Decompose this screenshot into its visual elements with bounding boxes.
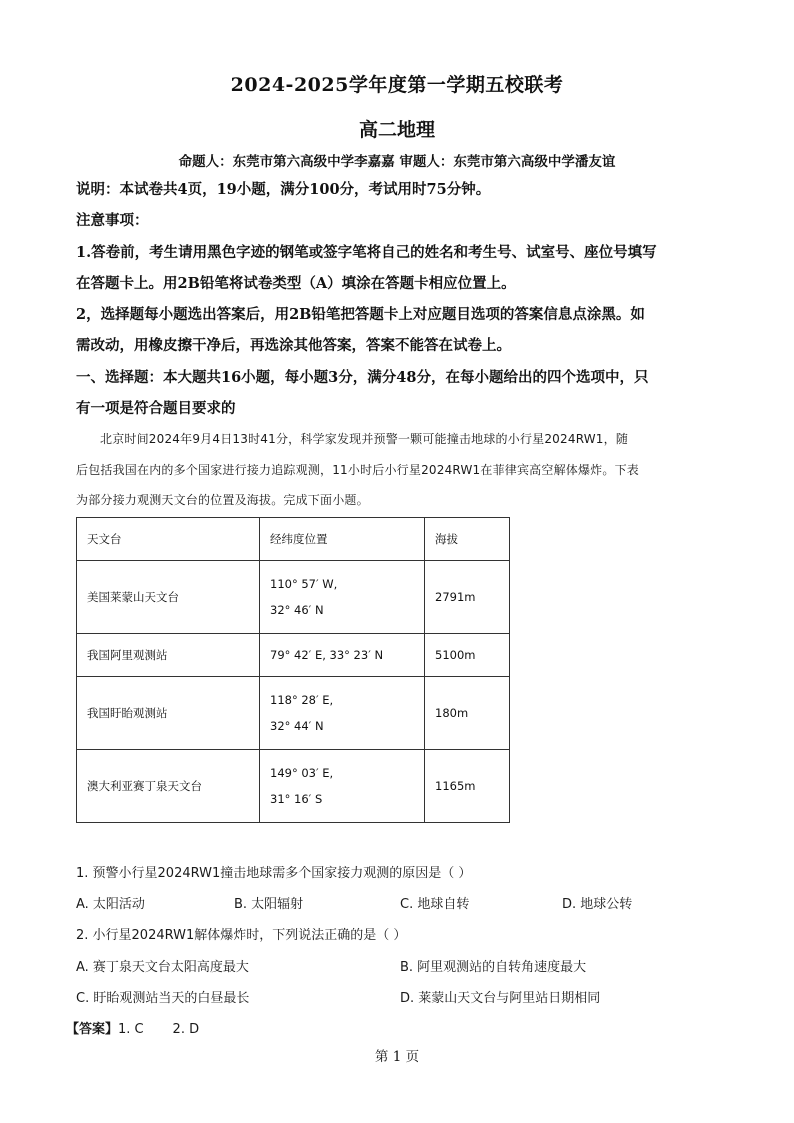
notice-item-1-line-2: 在答题卡上。用2B铅笔将试卷类型（A）填涂在答题卡相应位置上。 — [76, 275, 516, 292]
intro-line-3: 为部分接力观测天文台的位置及海拔。完成下面小题。 — [76, 493, 369, 507]
table-cell-position — [260, 750, 425, 823]
position-line: 149° 03′ E, — [270, 766, 334, 780]
table-header-cell: 天文台 — [77, 518, 260, 561]
position-line: 32° 44′ N — [270, 719, 324, 733]
intro-line-2: 后包括我国在内的多个国家进行接力追踪观测，11小时后小行星2024RW1在菲律宾高空解体爆炸。下表 — [76, 463, 639, 477]
question-1-stem: 1. 预警小行星2024RW1撞击地球需多个国家接力观测的原因是（ ） — [76, 866, 472, 881]
question-2-option-a: A. 赛丁泉天文台太阳高度最大 — [76, 960, 249, 975]
page-number: 第 1 页 — [374, 1049, 420, 1065]
table-cell-name: 我国阿里观测站 — [77, 634, 260, 677]
position-line: 110° 57′ W, — [270, 577, 338, 591]
table-cell-position — [260, 677, 425, 750]
answer-line — [66, 1018, 199, 1037]
position-line: 32° 46′ N — [270, 603, 324, 617]
table-row — [77, 561, 510, 634]
section-heading-line-2: 有一项是符合题目要求的 — [76, 400, 236, 417]
table-cell-name: 我国盱眙观测站 — [77, 677, 260, 750]
table-cell-position: 79° 42′ E, 33° 23′ N — [260, 634, 425, 677]
table-cell-altitude: 5100m — [425, 634, 510, 677]
question-2-option-b: B. 阿里观测站的自转角速度最大 — [400, 960, 587, 975]
question-2-option-c: C. 盱眙观测站当天的白昼最长 — [76, 991, 250, 1006]
intro-line-1: 北京时间2024年9月4日13时41分，科学家发现并预警一颗可能撞击地球的小行星2024RW1，随 — [100, 432, 629, 446]
notice-item-1-line-1: 1.答卷前，考生请用黑色字迹的钢笔或签字笔将自己的姓名和考生号、试室号、座位号填写 — [76, 244, 657, 261]
table-cell-altitude: 1165m — [425, 750, 510, 823]
question-1-option-a: A. 太阳活动 — [76, 897, 145, 912]
exam-title: 2024-2025学年度第一学期五校联考 — [230, 74, 564, 96]
question-2-option-d: D. 莱蒙山天文台与阿里站日期相同 — [400, 991, 601, 1006]
exam-authors: 命题人：东莞市第六高级中学李嘉嘉 审题人：东莞市第六高级中学潘友谊 — [178, 154, 616, 170]
notice-item-2-line-1: 2，选择题每小题选出答案后，用2B铅笔把答题卡上对应题目选项的答案信息点涂黑。如 — [76, 306, 645, 323]
table-header-row — [77, 518, 510, 561]
table-header-cell: 经纬度位置 — [260, 518, 425, 561]
question-2-stem: 2. 小行星2024RW1解体爆炸时，下列说法正确的是（ ） — [76, 928, 407, 943]
table-row — [77, 634, 510, 677]
exam-note: 说明：本试卷共4页，19小题，满分100分，考试用时75分钟。 — [76, 181, 491, 198]
question-1-option-d: D. 地球公转 — [562, 897, 633, 912]
table-cell-name: 美国莱蒙山天文台 — [77, 561, 260, 634]
question-1-option-b: B. 太阳辐射 — [234, 897, 304, 912]
notice-item-2-line-2: 需改动，用橡皮擦干净后，再选涂其他答案，答案不能答在试卷上。 — [76, 337, 511, 354]
table-cell-position — [260, 561, 425, 634]
question-1-option-c: C. 地球自转 — [400, 897, 470, 912]
section-heading-line-1: 一、选择题：本大题共16小题，每小题3分，满分48分，在每小题给出的四个选项中，只 — [76, 369, 649, 386]
table-cell-altitude: 2791m — [425, 561, 510, 634]
notice-heading: 注意事项： — [76, 212, 149, 229]
table-cell-name: 澳大利亚赛丁泉天文台 — [77, 750, 260, 823]
table-header-cell: 海拔 — [425, 518, 510, 561]
exam-subject: 高二地理 — [358, 119, 435, 141]
position-line: 118° 28′ E, — [270, 693, 334, 707]
answer-text: 1. C 2. D — [118, 1022, 200, 1037]
position-line: 31° 16′ S — [270, 792, 323, 806]
table-row — [77, 677, 510, 750]
table-row — [77, 750, 510, 823]
table-cell-altitude: 180m — [425, 677, 510, 750]
answer-label: 【答案】 — [66, 1022, 119, 1037]
observatory-table — [76, 517, 510, 823]
